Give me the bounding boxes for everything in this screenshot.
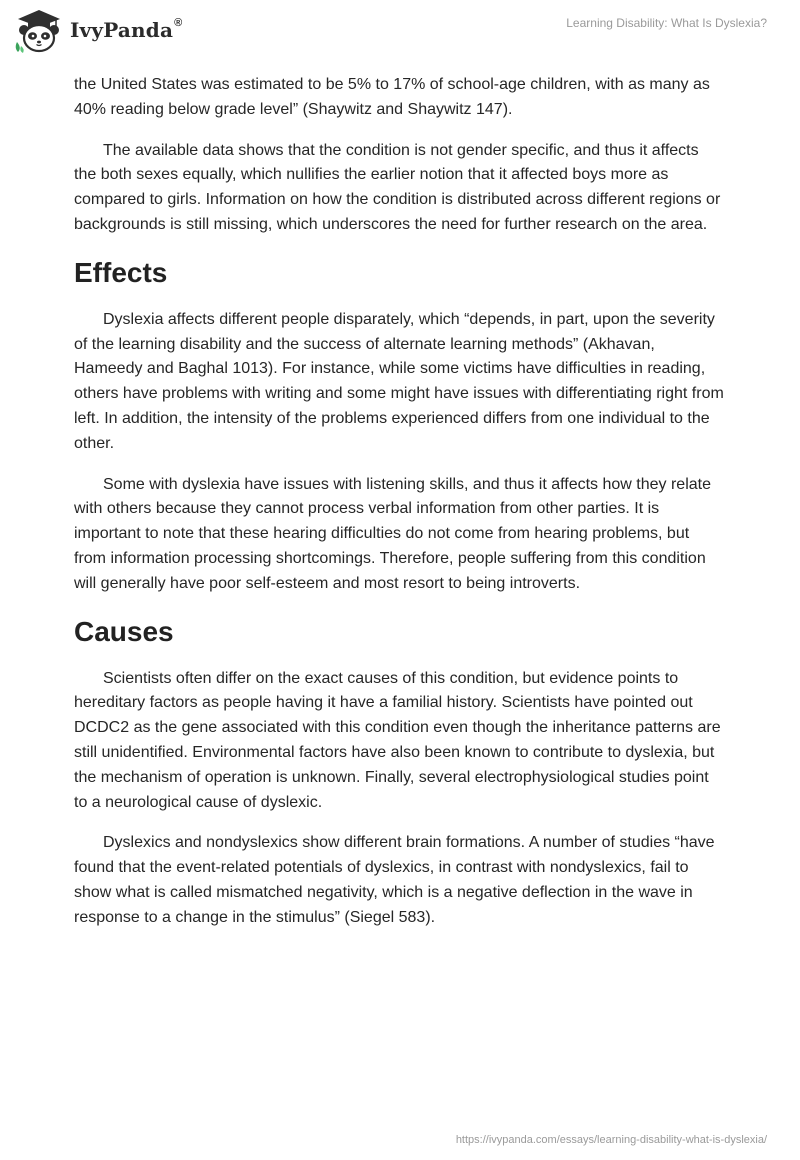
- source-url[interactable]: https://ivypanda.com/essays/learning-disability-what-is-dyslexia/: [455, 1134, 767, 1146]
- site-logo[interactable]: [14, 8, 182, 54]
- paragraph-effects-1: Dyslexia affects different people disparately, which “depends, in part, upon the severity of the learning disability and the success of alternate learning methods” (Akhavan, Hameedy and Baghal 1013). For instance, while some victims have difficulties in reading, others have problems with writing and some might have issues with differentiating right from left. In addition, the intensity of the problems experienced differs from one individual to the other.: [74, 310, 724, 452]
- heading-effects: Effects: [74, 256, 168, 288]
- heading-causes: Causes: [74, 615, 174, 647]
- paragraph-causes-1: Scientists often differ on the exact causes of this condition, but evidence points to hereditary factors as people having it have a familial history. Scientists have pointed out DCDC2 as the gene associated with this condition even though the inheritance patterns are still unidentified. Environmental factors have also been known to contribute to dyslexia, but the mechanism of operation is unknown. Finally, several electrophysiological studies point to a neurological cause of dyslexic.: [74, 669, 721, 811]
- document-title: Learning Disability: What Is Dyslexia?: [566, 16, 767, 30]
- paragraph-effects-2: Some with dyslexia have issues with listening skills, and thus it affects how they relate with others because they cannot process verbal information from other parties. It is important to note that these hearing difficulties do not come from hearing problems, but from information processing shortcomings. Therefore, people suffering from this condition will generally have poor self-esteem and most resort to being introverts.: [74, 475, 711, 592]
- paragraph-causes-2: Dyslexics and nondyslexics show different brain formations. A number of studies “have found that the event-related potentials of dyslexics, in contrast with nondyslexics, fail to show what is called mismatched negativity, which is a negative deflection in the wave in response to a change in the stimulus” (Siegel 583).: [74, 834, 715, 926]
- paragraph-gender: The available data shows that the condition is not gender specific, and thus it affects the both sexes equally, which nullifies the earlier notion that it affected boys more as compared to girls. Information on how the condition is distributed across different regions or backgrounds is still missing, which underscores the need for further research on the area.: [74, 141, 721, 233]
- essay-body: [74, 73, 724, 947]
- paragraph-continued: the United States was estimated to be 5% to 17% of school-age children, with as many as 40% reading below grade level” (Shaywitz and Shaywitz 147).: [74, 76, 710, 118]
- logo-text: IvyPanda®: [70, 17, 183, 42]
- panda-mascot-icon: [14, 8, 64, 54]
